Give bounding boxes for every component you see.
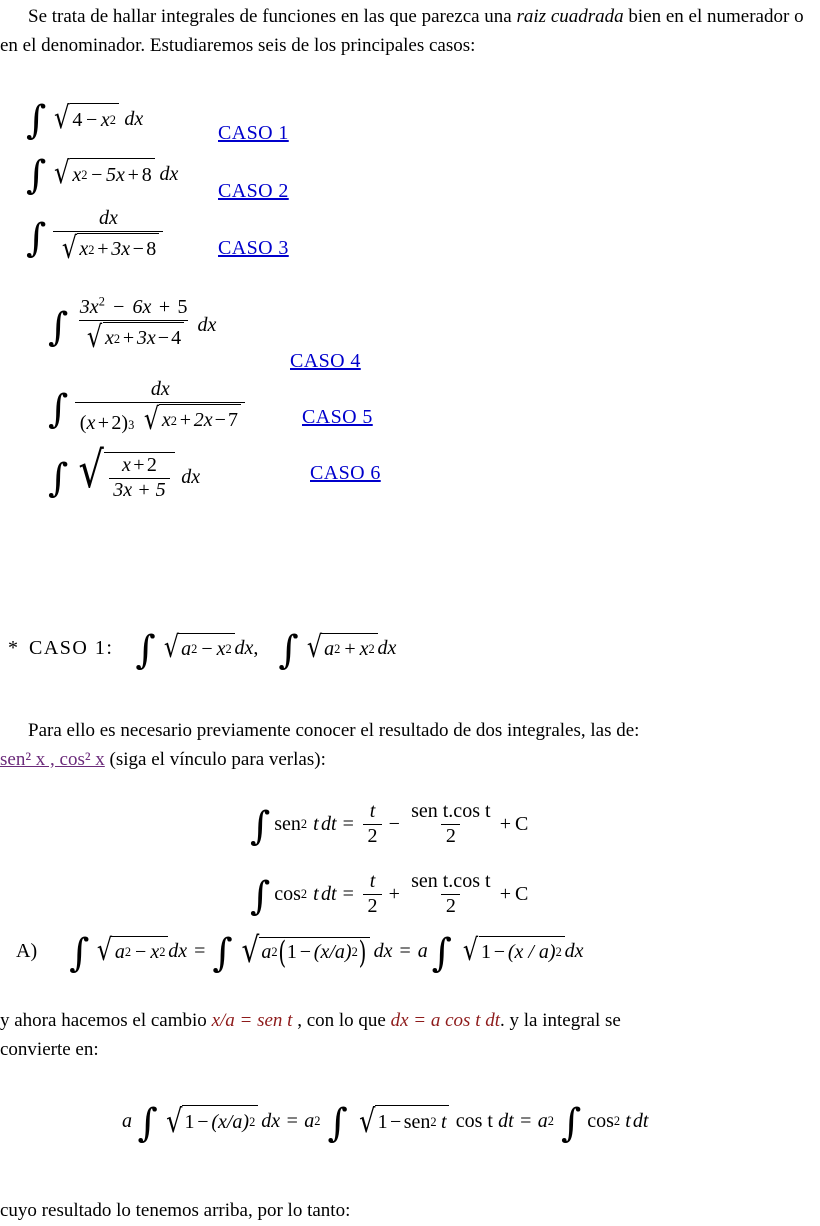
c4-num-op1: − <box>113 296 125 318</box>
integral-sign-icon: ∫ <box>69 930 90 976</box>
c6-num-n: 2 <box>146 454 157 476</box>
sa-mid-frac: (x/a) <box>313 941 352 963</box>
sa-mid-d: dx <box>373 940 393 962</box>
sqrt-icon: √ 1 − sen 2 t <box>355 1105 449 1137</box>
id1-plus: + <box>499 813 511 836</box>
c6-num-op: + <box>133 454 145 476</box>
integral-sign-icon: ∫ <box>26 153 47 199</box>
c4-denominator <box>79 320 188 354</box>
c2-differential: dx <box>159 162 179 185</box>
ff-a2: a <box>304 1110 315 1132</box>
c6-numerator <box>118 455 162 478</box>
id2-var: t <box>313 883 319 906</box>
prelim-line2-rest: (siga el vínculo para verlas): <box>104 749 326 770</box>
subst-after: . y la integral se <box>500 1010 621 1031</box>
c1-term-b: x <box>100 108 110 131</box>
c5-den-b: 2x <box>193 408 213 431</box>
id2-plus: + <box>499 883 511 906</box>
c3-term-a: x <box>79 237 89 260</box>
ff-a3: a <box>537 1110 548 1132</box>
id1-var: t <box>313 813 319 836</box>
caso1-formula-b <box>278 627 397 673</box>
c4-num-a: 3x <box>79 296 99 318</box>
right-paren-icon: ) <box>358 933 367 971</box>
caso1-heading-comma: , <box>253 637 259 659</box>
caso-1-link[interactable]: CASO 1 <box>218 122 289 144</box>
caso1-heading <box>8 627 397 673</box>
id2-frac1-den: 2 <box>363 894 382 918</box>
c5-paren-op: + <box>97 411 110 434</box>
h1b-d: dx <box>377 637 397 659</box>
closing-paragraph <box>0 1196 818 1225</box>
h1b-a: a <box>324 638 335 660</box>
sqrt-icon: √ a 2 + x 2 <box>303 633 378 663</box>
step-a-mid <box>212 930 393 976</box>
subst-before: y ahora hacemos el cambio <box>0 1010 212 1031</box>
id1-frac2 <box>407 801 495 847</box>
h1b-op: + <box>344 638 356 660</box>
id1-frac1 <box>363 801 382 847</box>
c5-paren-n: 2 <box>111 411 122 434</box>
sa-rhs-frac: (x / a) <box>507 941 556 963</box>
c4-num-exp: 2 <box>98 294 105 309</box>
c3-numerator: dx <box>98 207 118 229</box>
sa-eq2: = <box>399 940 411 962</box>
c3-denominator <box>53 231 163 265</box>
id2-frac1 <box>363 871 382 917</box>
c2-term-c: 8 <box>141 163 152 186</box>
h1a-a: a <box>181 638 192 660</box>
c4-den-b: 3x <box>136 326 156 349</box>
integral-sign-icon: ∫ <box>137 1100 158 1146</box>
h1a-d: dx <box>234 637 254 659</box>
case-formula-6 <box>48 441 201 502</box>
c4-den-a: x <box>104 326 114 349</box>
sa-lhs-op: − <box>135 941 147 963</box>
c6-differential: dx <box>181 465 201 488</box>
c5-den-c: 7 <box>227 408 238 431</box>
caso1-formula-a <box>135 627 254 673</box>
sqrt-icon: √ a 2 ( 1 − (x/a) 2 ) <box>237 937 370 965</box>
ff-d1: dx <box>261 1110 281 1132</box>
subst-line2: convierte en: <box>0 1039 99 1060</box>
subst-expr-2: dx = a cos t dt <box>390 1010 500 1031</box>
intro-text-line2: en el numerador o en el denominador. Estudiaremos seis de los principales casos: <box>0 6 804 56</box>
caso-2-link[interactable]: CASO 2 <box>218 180 289 202</box>
ff-eq1: = <box>286 1110 298 1132</box>
c5-denominator: ( x + 2 ) 3 √ x 2 + 2x − 7 <box>75 402 245 436</box>
ff-cost: cos t <box>455 1110 493 1132</box>
id1-frac2-den: 2 <box>441 824 460 848</box>
c2-term-a: x <box>72 163 82 186</box>
c1-differential: dx <box>124 107 144 130</box>
prelim-paragraph <box>0 716 818 745</box>
ff-sen: sen <box>403 1111 431 1133</box>
h1a-b: x <box>216 638 226 660</box>
intro-emphasis-raiz-cuadrada: raiz cuadrada <box>516 6 624 27</box>
c4-differential: dx <box>197 314 217 337</box>
prelim-paragraph-line2 <box>0 745 818 774</box>
integral-sign-icon: ∫ <box>48 387 69 433</box>
ff-a1: a <box>122 1110 132 1132</box>
c4-numerator <box>75 294 191 320</box>
id1-frac1-num: t <box>369 800 376 822</box>
caso-3-link[interactable]: CASO 3 <box>218 237 289 259</box>
step-a-label: A) <box>16 940 38 962</box>
c6-fraction <box>109 455 170 501</box>
caso-6-link[interactable]: CASO 6 <box>310 462 381 484</box>
integral-sign-icon: ∫ <box>250 803 271 849</box>
integral-sign-icon: ∫ <box>26 216 47 262</box>
c3-op1: + <box>97 237 109 260</box>
identity-formula-cos: ∫ cos 2 t dt = $\frac{t}{2}$ + $\frac{\text{sen t.cos t}}{2}$ + C <box>250 870 529 919</box>
c3-fraction <box>53 208 163 265</box>
id2-equals: = <box>342 883 354 906</box>
sqrt-icon: √ 1 − (x/a) 2 <box>162 1105 258 1137</box>
ff-one: 1 <box>184 1111 195 1133</box>
integral-sign-icon: ∫ <box>560 1100 582 1146</box>
sa-rhs-d: dx <box>564 940 584 962</box>
c5-fraction <box>75 379 245 436</box>
integral-sign-icon: ∫ <box>212 930 233 976</box>
final-formula: a ∫ √ 1 − (x/a) 2 dx = a 2 ∫ √ 1 − sen 2 t cos t dt = a 2 ∫ cos 2 t dt <box>122 1100 649 1146</box>
id2-sign: + <box>388 883 400 906</box>
intro-paragraph <box>0 2 818 60</box>
case-formula-1 <box>26 98 144 144</box>
h1a-op: − <box>201 638 213 660</box>
sa-rhs-a: a <box>417 940 428 962</box>
id2-integrand: cos <box>274 883 301 906</box>
id2-frac2-num: sen t.cos t <box>411 870 491 892</box>
integral-sign-icon: ∫ <box>48 305 69 351</box>
sqrt-icon: √ x 2 + 3x − 4 <box>83 322 183 354</box>
sa-lhs-a: a <box>114 941 125 963</box>
c1-op: − <box>85 108 98 131</box>
c6-num-x: x <box>121 454 131 476</box>
id2-diff: dt <box>321 883 337 906</box>
integral-sign-icon: ∫ <box>327 1100 348 1146</box>
sa-eq1: = <box>194 940 206 962</box>
id1-frac2-num: sen t.cos t <box>411 800 491 822</box>
sa-lhs-b: x <box>150 941 160 963</box>
ff-minus2: − <box>390 1111 402 1133</box>
sa-mid-one: 1 <box>286 941 297 963</box>
id2-frac1-num: t <box>369 870 376 892</box>
c2-term-b: 5x <box>105 163 125 186</box>
c4-num-c: 5 <box>177 296 188 318</box>
intro-text-a: Se trata de hallar integrales de funciones en las que parezca una <box>28 6 517 27</box>
left-paren-icon: ( <box>278 933 287 971</box>
sa-mid-minus: − <box>299 941 311 963</box>
id1-integrand: sen <box>274 813 301 836</box>
substitution-paragraph-line2 <box>0 1035 818 1064</box>
sa-rhs-minus: − <box>493 941 506 963</box>
ff-d2: dt <box>498 1110 514 1132</box>
c3-term-b: 3x <box>111 237 131 260</box>
ff-eq2: = <box>520 1110 532 1132</box>
id1-const: C <box>514 813 529 836</box>
caso-5-link[interactable]: CASO 5 <box>302 406 373 428</box>
sa-rhs-one: 1 <box>480 941 491 963</box>
c5-den-a: x <box>161 408 171 431</box>
step-a-lhs <box>69 930 188 976</box>
sqrt-icon: √ $\frac{x + 2}{3x + 5}$ <box>72 452 175 501</box>
sqrt-icon: √ 4 − x 2 <box>50 103 119 134</box>
caso-4-link[interactable]: CASO 4 <box>290 350 361 372</box>
sqrt-icon: √ a 2 − x 2 <box>160 633 235 663</box>
ff-one2: 1 <box>377 1111 388 1133</box>
ff-t2: t <box>625 1110 631 1132</box>
integral-sign-icon: ∫ <box>135 627 156 673</box>
c5-den-op2: − <box>214 408 226 431</box>
sqrt-icon: √ 1 − (x / a) 2 <box>459 936 564 966</box>
id1-diff: dt <box>321 813 337 836</box>
c1-term-a: 4 <box>72 108 83 131</box>
c4-fraction <box>75 294 191 355</box>
c2-op2: + <box>127 163 139 186</box>
sqrt-icon: √ a 2 − x 2 <box>93 936 168 966</box>
c4-den-op1: + <box>122 326 135 349</box>
id2-const: C <box>514 883 529 906</box>
c6-den: 3x + 5 <box>109 478 170 502</box>
sa-lhs-d: dx <box>168 940 188 962</box>
id2-frac2 <box>407 871 495 917</box>
id1-sign: − <box>388 813 400 836</box>
sqrt-icon: √ x 2 + 3x − 8 <box>58 233 159 265</box>
integral-sign-icon: ∫ <box>48 456 69 502</box>
subst-expr-1: x/a = sen t <box>211 1010 293 1031</box>
case-formula-2 <box>26 153 179 199</box>
integral-sign-icon: ∫ <box>431 930 452 976</box>
asterisk-marker: * <box>8 637 18 659</box>
case-formula-3 <box>26 208 167 265</box>
integral-sign-icon: ∫ <box>250 873 271 919</box>
id2-frac2-den: 2 <box>441 894 460 918</box>
ff-t: t <box>440 1111 447 1133</box>
ff-cos2: cos <box>587 1110 614 1132</box>
intro-text-b: bien <box>623 6 662 27</box>
case-formula-4 <box>48 294 217 355</box>
id1-frac1-den: 2 <box>363 824 382 848</box>
integral-sign-icon: ∫ <box>278 627 299 673</box>
c5-paren-x: x <box>86 411 96 434</box>
subst-middle: , con lo que <box>292 1010 391 1031</box>
c5-den-op1: + <box>179 408 191 431</box>
ff-d3: dt <box>632 1110 649 1132</box>
c4-num-op2: + <box>158 296 171 318</box>
step-a-formula <box>16 930 584 976</box>
prelim-line1: Para ello es necesario previamente conocer el resultado de dos integrales, las de: <box>28 720 640 741</box>
c5-numerator: dx <box>150 378 170 400</box>
ff-minus: − <box>197 1111 209 1133</box>
ff-frac: (x/a) <box>211 1111 250 1133</box>
sqrt-icon: √ x 2 + 2x − 7 <box>140 404 240 436</box>
identity-formula-sen: ∫ sen 2 t dt = $\frac{t}{2}$ − $\frac{\text{sen t.cos t}}{2}$ + C <box>250 800 529 849</box>
h1b-b: x <box>359 638 369 660</box>
id1-equals: = <box>342 813 354 836</box>
c3-op2: − <box>132 237 144 260</box>
c4-num-b: 6x <box>132 296 152 318</box>
case-formula-5 <box>48 379 248 436</box>
substitution-paragraph <box>0 1006 818 1035</box>
sqrt-icon: √ x 2 − 5x + 8 <box>50 158 154 189</box>
caso1-heading-label: CASO 1: <box>29 637 114 659</box>
integral-sign-icon: ∫ <box>26 98 47 144</box>
sa-mid-a: a <box>261 941 272 963</box>
closing-line: cuyo resultado lo tenemos arriba, por lo tanto: <box>0 1200 351 1221</box>
c2-op1: − <box>91 163 103 186</box>
sen-cos-link[interactable]: sen² x , cos² x <box>0 749 105 770</box>
c3-term-c: 8 <box>146 237 157 260</box>
c4-den-op2: − <box>157 326 170 349</box>
c4-den-c: 4 <box>171 326 182 349</box>
step-a-rhs <box>417 930 584 976</box>
